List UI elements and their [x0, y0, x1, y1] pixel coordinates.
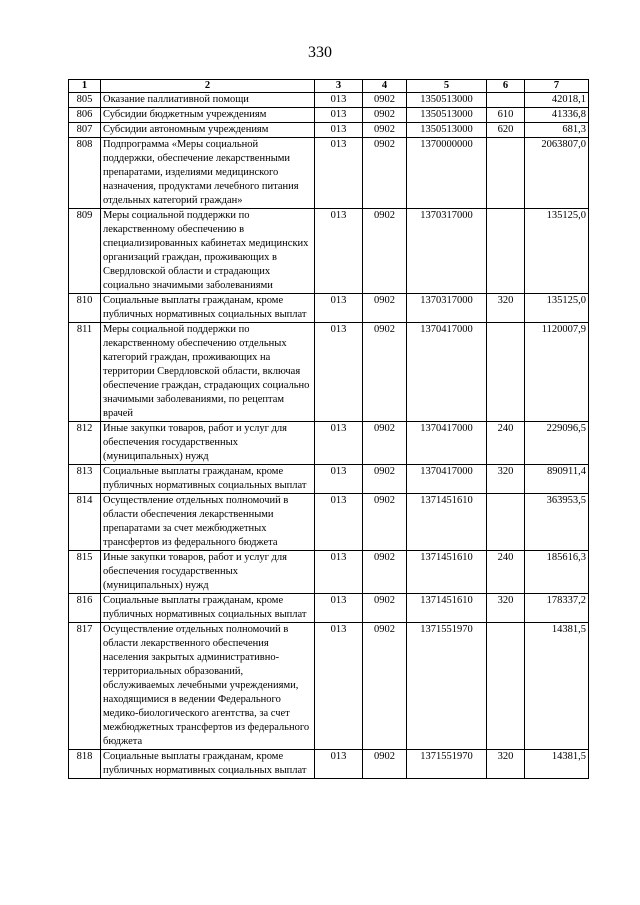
table-row — [69, 294, 589, 323]
column-header: 2 — [101, 80, 315, 93]
amount-cell: 14381,5 — [525, 623, 589, 750]
page-number: 330 — [308, 44, 332, 61]
amount-cell: 135125,0 — [525, 294, 589, 323]
column-header: 1 — [69, 80, 101, 93]
item-name-cell: Подпрограмма «Меры социальной поддержки, обеспечение лекарственными препаратами, изделиями медицинского назначения, продуктами лечебного питания отдельных категорий граждан» — [101, 138, 315, 209]
row-number-cell: 815 — [69, 551, 101, 594]
expense-type-cell: 610 — [487, 108, 525, 123]
expense-type-cell: 320 — [487, 594, 525, 623]
target-article-cell: 1371451610 — [407, 594, 487, 623]
expense-type-cell — [487, 209, 525, 294]
section-code-cell: 0902 — [363, 594, 407, 623]
section-code-cell: 0902 — [363, 551, 407, 594]
target-article-cell: 1370317000 — [407, 209, 487, 294]
target-article-cell: 1350513000 — [407, 108, 487, 123]
header-row — [69, 80, 589, 93]
amount-cell: 1120007,9 — [525, 323, 589, 422]
item-name-cell: Осуществление отдельных полномочий в области обеспечения лекарственными препаратами за счет межбюджетных трансфертов из федерального бюджета — [101, 494, 315, 551]
ministry-code-cell: 013 — [315, 108, 363, 123]
row-number-cell: 810 — [69, 294, 101, 323]
table-row — [69, 209, 589, 294]
item-name-cell: Социальные выплаты гражданам, кроме публичных нормативных социальных выплат — [101, 465, 315, 494]
expense-type-cell — [487, 138, 525, 209]
item-name-cell: Меры социальной поддержки по лекарственному обеспечению отдельных категорий граждан, проживающих на территории Свердловской области, включая обеспечение граждан, страдающих социально значимыми заболеваниями, по рецептам врачей — [101, 323, 315, 422]
section-code-cell: 0902 — [363, 93, 407, 108]
amount-cell: 178337,2 — [525, 594, 589, 623]
table-row — [69, 108, 589, 123]
table-row — [69, 551, 589, 594]
ministry-code-cell: 013 — [315, 209, 363, 294]
row-number-cell: 812 — [69, 422, 101, 465]
amount-cell: 229096,5 — [525, 422, 589, 465]
column-header: 6 — [487, 80, 525, 93]
ministry-code-cell: 013 — [315, 750, 363, 779]
ministry-code-cell: 013 — [315, 123, 363, 138]
section-code-cell: 0902 — [363, 123, 407, 138]
section-code-cell: 0902 — [363, 750, 407, 779]
row-number-cell: 817 — [69, 623, 101, 750]
column-header: 7 — [525, 80, 589, 93]
column-header: 5 — [407, 80, 487, 93]
column-header: 4 — [363, 80, 407, 93]
expense-type-cell: 320 — [487, 465, 525, 494]
table-row — [69, 594, 589, 623]
item-name-cell: Оказание паллиативной помощи — [101, 93, 315, 108]
table-row — [69, 123, 589, 138]
item-name-cell: Иные закупки товаров, работ и услуг для обеспечения государственных (муниципальных) нужд — [101, 551, 315, 594]
target-article-cell: 1370317000 — [407, 294, 487, 323]
expense-type-cell: 240 — [487, 422, 525, 465]
expense-type-cell: 620 — [487, 123, 525, 138]
target-article-cell: 1370000000 — [407, 138, 487, 209]
section-code-cell: 0902 — [363, 323, 407, 422]
ministry-code-cell: 013 — [315, 422, 363, 465]
amount-cell: 185616,3 — [525, 551, 589, 594]
table-row — [69, 750, 589, 779]
ministry-code-cell: 013 — [315, 323, 363, 422]
amount-cell: 890911,4 — [525, 465, 589, 494]
target-article-cell: 1371551970 — [407, 750, 487, 779]
row-number-cell: 814 — [69, 494, 101, 551]
row-number-cell: 811 — [69, 323, 101, 422]
item-name-cell: Субсидии автономным учреждениям — [101, 123, 315, 138]
row-number-cell: 806 — [69, 108, 101, 123]
target-article-cell: 1370417000 — [407, 465, 487, 494]
row-number-cell: 816 — [69, 594, 101, 623]
expense-type-cell — [487, 623, 525, 750]
target-article-cell: 1371551970 — [407, 623, 487, 750]
target-article-cell: 1371451610 — [407, 551, 487, 594]
target-article-cell: 1370417000 — [407, 323, 487, 422]
section-code-cell: 0902 — [363, 494, 407, 551]
row-number-cell: 813 — [69, 465, 101, 494]
table-row — [69, 623, 589, 750]
table-row — [69, 494, 589, 551]
item-name-cell: Социальные выплаты гражданам, кроме публичных нормативных социальных выплат — [101, 594, 315, 623]
target-article-cell: 1370417000 — [407, 422, 487, 465]
target-article-cell: 1371451610 — [407, 494, 487, 551]
table-row — [69, 323, 589, 422]
row-number-cell: 818 — [69, 750, 101, 779]
expense-type-cell: 320 — [487, 750, 525, 779]
ministry-code-cell: 013 — [315, 594, 363, 623]
section-code-cell: 0902 — [363, 294, 407, 323]
ministry-code-cell: 013 — [315, 494, 363, 551]
item-name-cell: Меры социальной поддержки по лекарственному обеспечению в специализированных кабинетах медицинских организаций граждан, проживающих в Свердловской области и страдающих социально значимыми заболеваниями — [101, 209, 315, 294]
row-number-cell: 805 — [69, 93, 101, 108]
item-name-cell: Социальные выплаты гражданам, кроме публичных нормативных социальных выплат — [101, 750, 315, 779]
section-code-cell: 0902 — [363, 138, 407, 209]
row-number-cell: 808 — [69, 138, 101, 209]
amount-cell: 681,3 — [525, 123, 589, 138]
column-header: 3 — [315, 80, 363, 93]
section-code-cell: 0902 — [363, 465, 407, 494]
row-number-cell: 809 — [69, 209, 101, 294]
ministry-code-cell: 013 — [315, 93, 363, 108]
item-name-cell: Осуществление отдельных полномочий в области лекарственного обеспечения населения закрытых административно-территориальных образований, обслуживаемых лечебными учреждениями, находящимися в ведении Федерального медико-биологического агентства, за счет межбюджетных трансфертов из федерального бюджета — [101, 623, 315, 750]
table-row — [69, 138, 589, 209]
target-article-cell: 1350513000 — [407, 123, 487, 138]
budget-table — [68, 79, 589, 779]
ministry-code-cell: 013 — [315, 623, 363, 750]
section-code-cell: 0902 — [363, 422, 407, 465]
table-row — [69, 93, 589, 108]
target-article-cell: 1350513000 — [407, 93, 487, 108]
ministry-code-cell: 013 — [315, 551, 363, 594]
amount-cell: 42018,1 — [525, 93, 589, 108]
section-code-cell: 0902 — [363, 623, 407, 750]
amount-cell: 41336,8 — [525, 108, 589, 123]
amount-cell: 14381,5 — [525, 750, 589, 779]
amount-cell: 135125,0 — [525, 209, 589, 294]
item-name-cell: Субсидии бюджетным учреждениям — [101, 108, 315, 123]
table-body — [69, 93, 589, 779]
table-row — [69, 465, 589, 494]
amount-cell: 363953,5 — [525, 494, 589, 551]
ministry-code-cell: 013 — [315, 465, 363, 494]
expense-type-cell: 320 — [487, 294, 525, 323]
expense-type-cell: 240 — [487, 551, 525, 594]
expense-type-cell — [487, 93, 525, 108]
section-code-cell: 0902 — [363, 108, 407, 123]
expense-type-cell — [487, 494, 525, 551]
ministry-code-cell: 013 — [315, 294, 363, 323]
amount-cell: 2063807,0 — [525, 138, 589, 209]
row-number-cell: 807 — [69, 123, 101, 138]
item-name-cell: Иные закупки товаров, работ и услуг для обеспечения государственных (муниципальных) нужд — [101, 422, 315, 465]
expense-type-cell — [487, 323, 525, 422]
ministry-code-cell: 013 — [315, 138, 363, 209]
table-row — [69, 422, 589, 465]
section-code-cell: 0902 — [363, 209, 407, 294]
item-name-cell: Социальные выплаты гражданам, кроме публичных нормативных социальных выплат — [101, 294, 315, 323]
